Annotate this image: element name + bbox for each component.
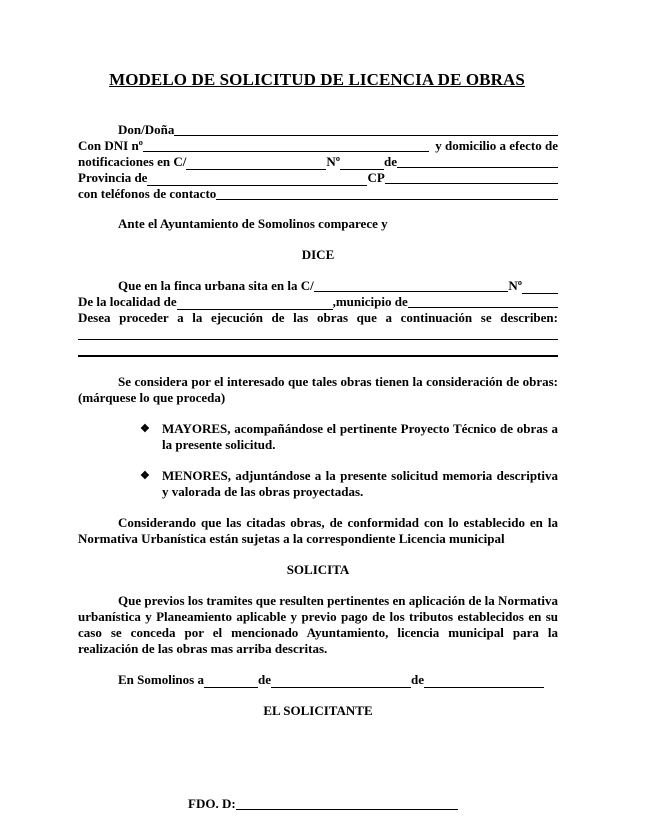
cp-label: CP (367, 170, 385, 185)
option-mayores-text: MAYORES, acompañándose el pertinente Proyecto Técnico de obras a la presente solicitud. (162, 421, 558, 452)
domicilio-label: y domicilio a efecto de (435, 138, 558, 153)
municipio-field[interactable] (408, 295, 558, 308)
municipio-label: ,municipio de (332, 294, 408, 309)
provincia-label: Provincia de (78, 170, 148, 185)
solicita-heading: SOLICITA (286, 562, 350, 577)
localidad-field[interactable] (177, 297, 333, 310)
numero-field[interactable] (340, 157, 384, 170)
option-mayores[interactable] (140, 421, 558, 453)
fecha-anio-field[interactable] (424, 675, 544, 688)
fecha-de1-label: de (257, 672, 271, 687)
don-dona-line (78, 122, 558, 138)
fecha-de2-label: de (410, 672, 424, 687)
description-line-1[interactable] (78, 339, 558, 340)
checkbox-bullet-icon[interactable]: ❖ (140, 423, 150, 435)
finca-line (78, 278, 558, 294)
option-menores[interactable] (140, 468, 558, 500)
document-title: MODELO DE SOLICITUD DE LICENCIA DE OBRAS (109, 70, 525, 89)
provincia-field[interactable] (147, 173, 367, 186)
firma-field[interactable] (236, 797, 458, 810)
finca-numero-label: Nº (508, 278, 522, 293)
considerando-text: Considerando que las citadas obras, de conformidad con lo establecido en la Normativa Urbanística están sujetas a la correspondiente Licencia municipal (78, 515, 558, 546)
localidad-line (78, 294, 558, 310)
desea-text: Desea proceder a la ejecución de las obras que a continuación se describen: (78, 310, 558, 325)
notificaciones-line (78, 154, 558, 170)
don-dona-field[interactable] (174, 123, 558, 136)
dni-label: Con DNI nº (78, 138, 143, 153)
finca-numero-field[interactable] (522, 281, 558, 294)
fecha-dia-field[interactable] (204, 675, 258, 688)
dni-line (78, 138, 558, 154)
solicitante-heading: EL SOLICITANTE (263, 703, 373, 718)
description-line-2[interactable] (78, 355, 558, 357)
dice-heading: DICE (301, 247, 335, 262)
checkbox-bullet-icon[interactable]: ❖ (140, 470, 150, 482)
de-field[interactable] (397, 155, 558, 168)
numero-label: Nº (326, 154, 341, 169)
fecha-line (78, 672, 558, 688)
previos-text: Que previos los tramites que resulten pertinentes en aplicación de la Normativa urbanística y Planeamiento aplicable y previo pago de los tributos establecidos en su caso se conceda por el mencionado Ayuntamiento, licencia municipal para la realización de las obras mas arriba descritas. (78, 593, 558, 656)
fecha-mes-field[interactable] (271, 675, 411, 688)
calle-field[interactable] (186, 157, 326, 170)
notificaciones-label: notificaciones en C/ (78, 154, 187, 169)
fecha-en-label: En Somolinos a (118, 672, 204, 687)
provincia-line (78, 170, 558, 186)
firma-label: FDO. D: (188, 796, 236, 811)
option-menores-text: MENORES, adjuntándose a la presente solicitud memoria descriptiva y valorada de las obras proyectadas. (162, 468, 558, 499)
telefonos-field[interactable] (216, 187, 558, 200)
firma-line (188, 796, 458, 812)
dni-field[interactable] (143, 139, 429, 152)
telefonos-line (78, 186, 558, 202)
localidad-label: De la localidad de (78, 294, 177, 309)
de-label: de (384, 154, 398, 169)
telefonos-label: con teléfonos de contacto (78, 186, 217, 201)
intro-text: Ante el Ayuntamiento de Somolinos comparece y (118, 216, 388, 231)
finca-field[interactable] (314, 279, 509, 292)
cp-field[interactable] (385, 171, 558, 184)
finca-label: Que en la finca urbana sita en la C/ (118, 278, 314, 293)
consideracion-text: Se considera por el interesado que tales obras tienen la consideración de obras: (márquese lo que proceda) (78, 374, 558, 405)
don-dona-label: Don/Doña (118, 122, 175, 137)
